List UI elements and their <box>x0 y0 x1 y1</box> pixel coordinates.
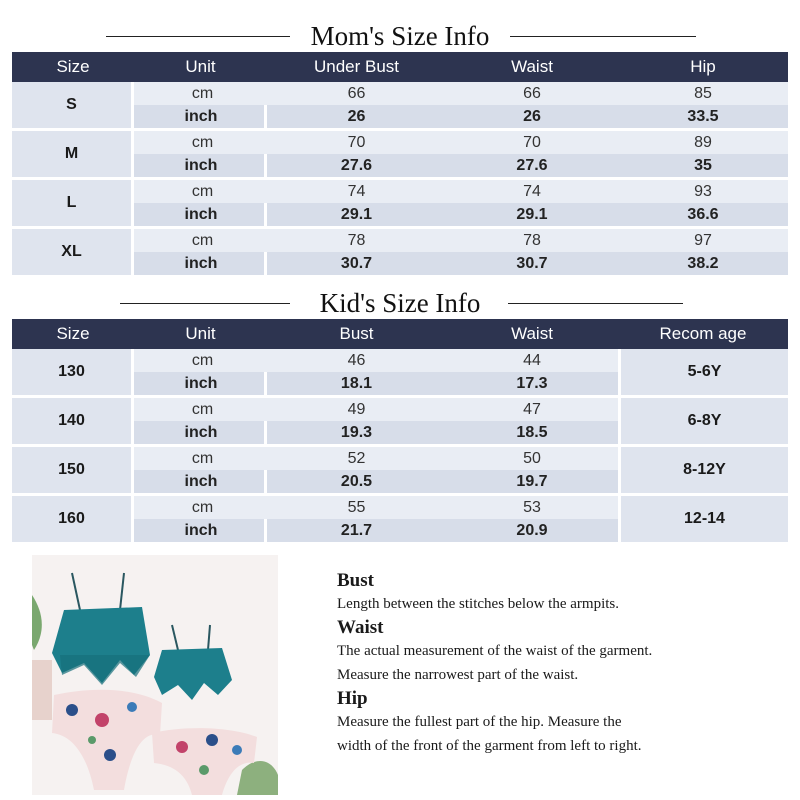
floral-pattern <box>127 702 137 712</box>
mom-bottom <box>52 690 162 790</box>
cell: 74 <box>267 180 446 203</box>
cell: 18.1 <box>267 372 446 398</box>
age-cell: 5-6Y <box>618 349 788 398</box>
mom-size-table <box>12 52 788 278</box>
kid-top <box>154 648 232 700</box>
cell: 52 <box>267 447 446 470</box>
cell: 74 <box>446 180 618 203</box>
age-cell: 12-14 <box>618 496 788 545</box>
floral-pattern <box>104 749 116 761</box>
floral-pattern <box>95 713 109 727</box>
waist-description: The actual measurement of the waist of the garment. <box>337 643 653 659</box>
cell: 78 <box>267 229 446 252</box>
cell: 85 <box>618 82 788 105</box>
strap <box>120 573 124 610</box>
unit-inch: inch <box>134 470 267 496</box>
table-row <box>12 229 788 252</box>
cell: 66 <box>446 82 618 105</box>
leaf-icon <box>237 761 278 795</box>
table-row <box>12 82 788 105</box>
header-unit: Unit <box>134 319 267 349</box>
unit-cm: cm <box>134 496 267 519</box>
floral-pattern <box>88 736 96 744</box>
size-cell: S <box>12 82 134 131</box>
cell: 29.1 <box>267 203 446 229</box>
unit-cm: cm <box>134 349 267 372</box>
unit-cm: cm <box>134 180 267 203</box>
age-cell: 8-12Y <box>618 447 788 496</box>
cell: 19.7 <box>446 470 618 496</box>
size-cell: 160 <box>12 496 134 545</box>
header-under-bust: Under Bust <box>267 52 446 82</box>
header-waist: Waist <box>446 52 618 82</box>
cell: 17.3 <box>446 372 618 398</box>
swimsuit-illustration <box>32 555 278 795</box>
table-row <box>12 447 788 470</box>
cell: 46 <box>267 349 446 372</box>
kid-size-title: Kid's Size Info <box>319 288 481 318</box>
hip-heading: Hip <box>337 688 368 709</box>
cell: 18.5 <box>446 421 618 447</box>
header-unit: Unit <box>134 52 267 82</box>
unit-inch: inch <box>134 421 267 447</box>
table-row <box>12 496 788 519</box>
cell: 19.3 <box>267 421 446 447</box>
floral-pattern <box>232 745 242 755</box>
cell: 26 <box>446 105 618 131</box>
kid-size-table <box>12 319 788 545</box>
header-bust: Bust <box>267 319 446 349</box>
strap <box>172 625 178 650</box>
cell: 93 <box>618 180 788 203</box>
cell: 27.6 <box>446 154 618 180</box>
header-waist: Waist <box>446 319 618 349</box>
cell: 30.7 <box>267 252 446 278</box>
cell: 36.6 <box>618 203 788 229</box>
strap <box>72 573 80 610</box>
size-cell: 130 <box>12 349 134 398</box>
table-header-row <box>12 319 788 349</box>
unit-cm: cm <box>134 447 267 470</box>
floral-pattern <box>206 734 218 746</box>
floral-pattern <box>199 765 209 775</box>
unit-inch: inch <box>134 154 267 180</box>
cell: 70 <box>446 131 618 154</box>
table-header-row <box>12 52 788 82</box>
cell: 89 <box>618 131 788 154</box>
tag-decoration <box>32 660 52 720</box>
waist-heading: Waist <box>337 617 384 638</box>
cell: 33.5 <box>618 105 788 131</box>
cell: 30.7 <box>446 252 618 278</box>
unit-inch: inch <box>134 105 267 131</box>
age-cell: 6-8Y <box>618 398 788 447</box>
cell: 21.7 <box>267 519 446 545</box>
cell: 53 <box>446 496 618 519</box>
bust-heading: Bust <box>337 570 374 591</box>
cell: 29.1 <box>446 203 618 229</box>
cell: 78 <box>446 229 618 252</box>
bust-description: Length between the stitches below the armpits. <box>337 596 620 612</box>
size-cell: L <box>12 180 134 229</box>
size-cell: 150 <box>12 447 134 496</box>
header-hip: Hip <box>618 52 788 82</box>
unit-inch: inch <box>134 519 267 545</box>
divider <box>510 36 696 37</box>
unit-inch: inch <box>134 203 267 229</box>
unit-inch: inch <box>134 372 267 398</box>
cell: 20.9 <box>446 519 618 545</box>
ruffle <box>60 655 150 685</box>
product-photo <box>32 555 278 795</box>
unit-cm: cm <box>134 82 267 105</box>
cell: 55 <box>267 496 446 519</box>
cell: 20.5 <box>267 470 446 496</box>
table-row <box>12 180 788 203</box>
cell: 35 <box>618 154 788 180</box>
size-cell: M <box>12 131 134 180</box>
cell: 97 <box>618 229 788 252</box>
table-row <box>12 349 788 372</box>
cell: 70 <box>267 131 446 154</box>
floral-pattern <box>66 704 78 716</box>
measurement-guide <box>337 570 787 758</box>
leaf-icon <box>32 595 42 650</box>
mom-size-title: Mom's Size Info <box>310 21 490 51</box>
unit-cm: cm <box>134 229 267 252</box>
header-recom-age: Recom age <box>618 319 788 349</box>
unit-cm: cm <box>134 131 267 154</box>
cell: 50 <box>446 447 618 470</box>
header-size: Size <box>12 52 134 82</box>
table-row <box>12 131 788 154</box>
size-cell: XL <box>12 229 134 278</box>
waist-description: Measure the narrowest part of the waist. <box>337 667 579 683</box>
cell: 66 <box>267 82 446 105</box>
unit-cm: cm <box>134 398 267 421</box>
cell: 26 <box>267 105 446 131</box>
cell: 49 <box>267 398 446 421</box>
floral-pattern <box>176 741 188 753</box>
divider <box>508 303 683 304</box>
unit-inch: inch <box>134 252 267 278</box>
hip-description: width of the front of the garment from left to right. <box>337 738 642 754</box>
hip-description: Measure the fullest part of the hip. Measure the <box>337 714 622 730</box>
cell: 27.6 <box>267 154 446 180</box>
strap <box>208 625 210 650</box>
cell: 38.2 <box>618 252 788 278</box>
cell: 47 <box>446 398 618 421</box>
table-row <box>12 398 788 421</box>
cell: 44 <box>446 349 618 372</box>
kid-size-title-bar <box>0 285 800 321</box>
header-size: Size <box>12 319 134 349</box>
mom-size-title-bar <box>0 18 800 54</box>
size-cell: 140 <box>12 398 134 447</box>
